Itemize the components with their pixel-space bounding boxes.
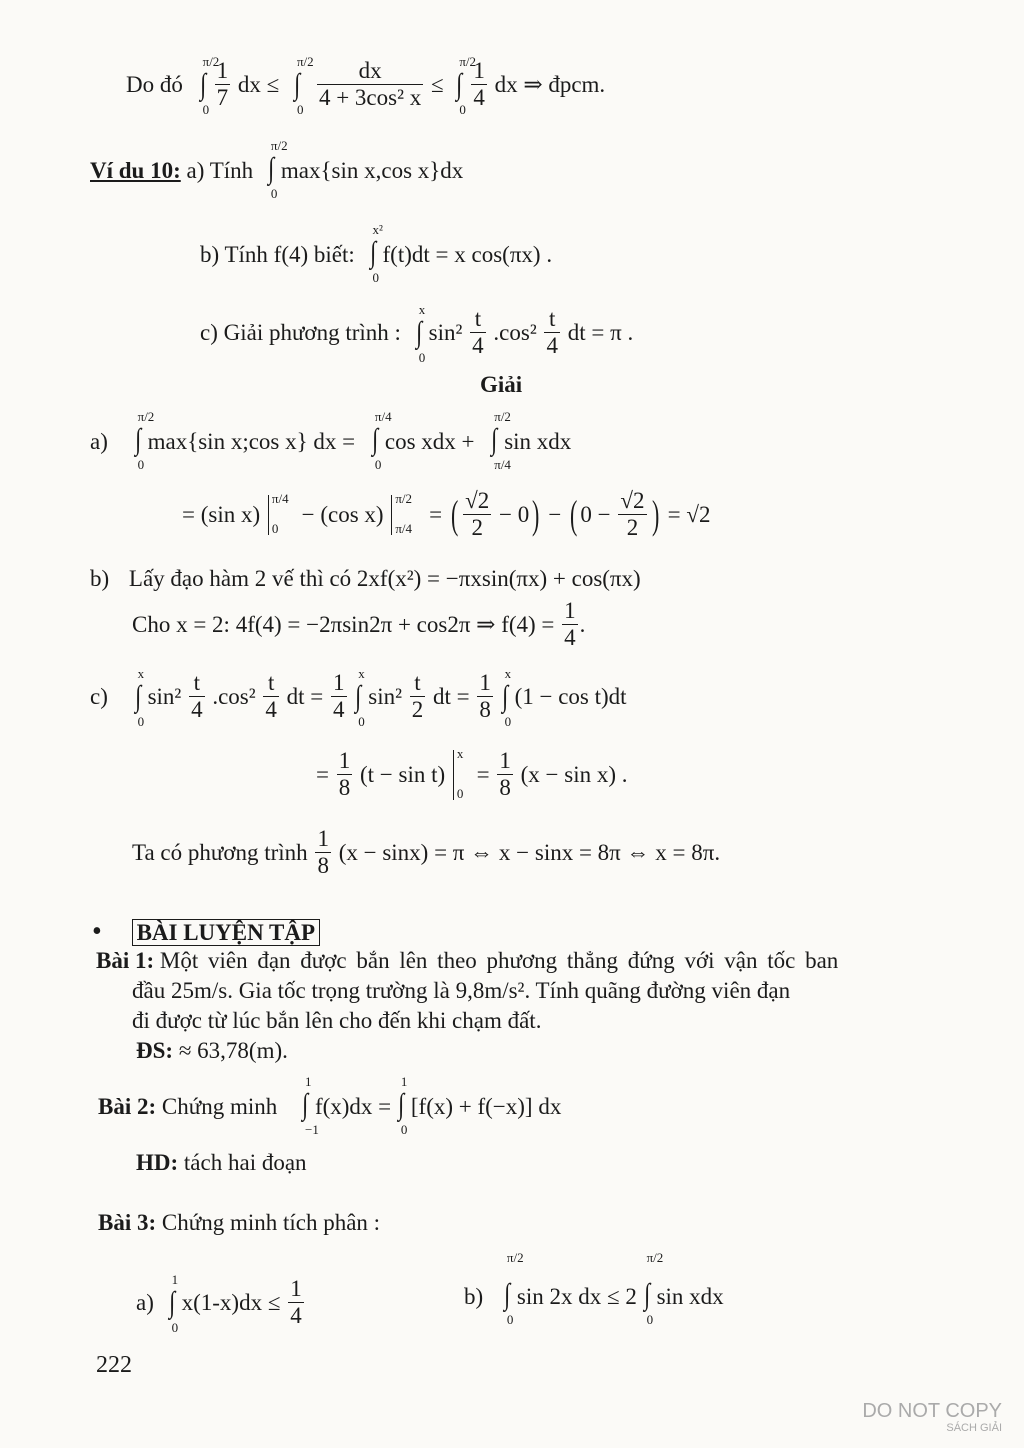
fraction: $\frac{dx}{\text{4 + 3cos² x}}$ bbox=[318, 58, 422, 111]
answer-label: ĐS: bbox=[136, 1038, 174, 1063]
exercise-label: Bài 2: bbox=[98, 1094, 157, 1119]
integral-sign: π/2 ∫ 0 bbox=[456, 53, 477, 117]
fraction: $\frac{1}{4}$ bbox=[333, 670, 345, 723]
expr-text: dt = bbox=[286, 683, 324, 709]
answer-text: ≈ 63,78(m). bbox=[178, 1038, 288, 1063]
example-10-c bbox=[200, 301, 634, 365]
expr-text: .cos² bbox=[212, 683, 256, 709]
evaluation-bar: π/2 π/4 bbox=[389, 495, 423, 535]
expr-text: dx ⇒ đpcm. bbox=[494, 71, 606, 97]
integral-sign: 1 ∫ 0 bbox=[168, 1271, 179, 1335]
hint-label: HD: bbox=[136, 1150, 179, 1175]
expr-text: sin xdx bbox=[656, 1284, 724, 1309]
exercise-label: Bài 3: bbox=[98, 1210, 157, 1235]
part-b-expr: f(t)dt = x cos(πx) . bbox=[382, 242, 553, 267]
fraction: $\frac{t}{2}$ bbox=[411, 670, 424, 723]
integral-sign: x ∫ 0 bbox=[134, 665, 145, 729]
solution-c-line2 bbox=[316, 745, 628, 802]
solution-c-line1 bbox=[90, 665, 627, 729]
expr-text: = bbox=[476, 761, 490, 787]
expr-text: Cho x = 2: 4f(4) = −2πsin2π + cos2π ⇒ f(4) = bbox=[132, 611, 555, 637]
bullet-icon: • bbox=[92, 916, 102, 947]
expr-text: dt = bbox=[433, 683, 470, 709]
exercise-label: Bài 1: bbox=[96, 948, 155, 973]
evaluation-bar: x 0 bbox=[451, 750, 471, 800]
example-10-b bbox=[200, 222, 553, 285]
fraction: $\frac{1}{8}$ bbox=[479, 670, 491, 723]
fraction: $\frac{1}{4}$ bbox=[564, 598, 576, 651]
integral-sign: π/2 ∫ π/4 bbox=[491, 409, 511, 472]
integral-sign: 1 ∫ 0 bbox=[397, 1074, 408, 1137]
exercise-text: Một viên đạn được bắn lên theo phương thẳng đứng với vận tốc ban bbox=[159, 948, 839, 973]
fraction: $\frac{t}{4}$ bbox=[472, 306, 484, 359]
fraction: $\frac{t}{4}$ bbox=[191, 670, 203, 723]
fraction: $\frac{t}{4}$ bbox=[546, 306, 558, 359]
integral-sign: π/4 ∫ 0 bbox=[371, 409, 392, 472]
expr-text: cos xdx + bbox=[384, 429, 475, 454]
expr-text: = √2 bbox=[667, 501, 711, 527]
fraction: $\frac{1}{8}$ bbox=[499, 748, 511, 801]
expr-text: (1 − cos t)dt bbox=[514, 683, 627, 709]
expr-text: sin² bbox=[147, 683, 182, 709]
section-title: BÀI LUYỆN TẬP bbox=[132, 919, 321, 946]
integral-sign: π/2 ∫ 0 bbox=[503, 1250, 524, 1327]
solution-a-line1 bbox=[90, 409, 572, 472]
expr-text: sin 2x dx ≤ 2 bbox=[516, 1284, 637, 1309]
expr-text: Ta có phương trình bbox=[132, 839, 308, 865]
expr-text: f(x)dx = bbox=[314, 1094, 392, 1119]
part-c-lead: c) Giải phương trình : bbox=[200, 319, 401, 345]
expr-text: − (cos x) bbox=[301, 501, 384, 527]
part-b-lead: b) Tính f(4) biết: bbox=[200, 242, 355, 267]
integral-sign: π/2 ∫ 0 bbox=[199, 53, 220, 117]
fraction: $\frac{√2}{2}$ bbox=[465, 488, 490, 541]
expr-text: = (sin x) bbox=[182, 501, 261, 527]
expr-text: dx ≤ bbox=[237, 71, 280, 97]
example-10-a bbox=[90, 138, 464, 201]
page-number: 222 bbox=[96, 1352, 132, 1378]
expr-text: − 0 bbox=[499, 501, 530, 527]
solution-a-line2: = (sin x) π/4 0 − (cos x) π/2 π/4 = ( $\frac{√2}{2}$ − 0) − ( 0 − $\frac{√2}{2}$ ) = √2 bbox=[182, 488, 711, 541]
fraction: $\frac{1}{8}$ bbox=[317, 826, 329, 879]
practice-header bbox=[92, 916, 320, 948]
part-label: a) bbox=[90, 429, 108, 454]
conclusion-line bbox=[126, 53, 606, 117]
hint bbox=[136, 1150, 307, 1176]
integral-sign: x ∫ 0 bbox=[501, 665, 512, 729]
fraction: $\frac{1}{7}$ bbox=[216, 58, 229, 111]
expr-text: [f(x) + f(−x)] dx bbox=[410, 1094, 562, 1119]
exercise-text: đi được từ lúc bắn lên cho đến khi chạm đất. bbox=[132, 1008, 542, 1033]
exercise-3 bbox=[98, 1210, 380, 1236]
exercise-2 bbox=[98, 1074, 562, 1137]
integral-sign: π/2 ∫ 0 bbox=[293, 53, 314, 117]
solution-b-line1 bbox=[90, 566, 641, 592]
evaluation-bar: π/4 0 bbox=[266, 495, 296, 535]
expr-text: (x − sinx) = π ⇔ x − sinx = 8π ⇔ x = 8π. bbox=[338, 839, 721, 865]
part-label: b) bbox=[90, 566, 110, 591]
watermark-text: DO NOT COPY bbox=[862, 1400, 1002, 1422]
expr-text: ≤ bbox=[430, 71, 444, 97]
expr-text: sin xdx bbox=[504, 429, 572, 454]
integral-sign: x ∫ 0 bbox=[355, 665, 365, 729]
expr-text: 0 − bbox=[580, 501, 611, 527]
exercise-text: Chứng minh tích phân : bbox=[161, 1210, 381, 1235]
fraction: $\frac{1}{4}$ bbox=[473, 58, 485, 111]
expr-text: . bbox=[579, 611, 586, 637]
solution-c-line3 bbox=[132, 826, 720, 880]
expr-text: x(1-x)dx ≤ bbox=[181, 1289, 281, 1315]
fraction: $\frac{1}{4}$ bbox=[290, 1276, 302, 1329]
lead-text: Do đó bbox=[126, 71, 183, 97]
expr-text: (t − sin t) bbox=[359, 761, 446, 787]
exercise-3b bbox=[464, 1250, 724, 1327]
example-label: Ví du 10: bbox=[90, 158, 181, 183]
part-label: c) bbox=[90, 683, 108, 709]
part-a-expr: max{sin x,cos x}dx bbox=[280, 158, 464, 183]
integral-sign: x² ∫ 0 bbox=[369, 222, 383, 285]
watermark-logo bbox=[862, 1401, 1002, 1434]
fraction: $\frac{√2}{2}$ bbox=[620, 488, 645, 541]
expr-text: dt = π . bbox=[567, 319, 634, 345]
exercise-1 bbox=[96, 946, 838, 1066]
fraction: $\frac{1}{8}$ bbox=[338, 748, 351, 801]
integral-sign: π/2 ∫ 0 bbox=[267, 138, 288, 201]
expr-text: max{sin x;cos x} dx = bbox=[147, 429, 356, 454]
part-label: a) bbox=[136, 1289, 154, 1315]
exercise-text: Chứng minh bbox=[161, 1094, 278, 1119]
hint-text: tách hai đoạn bbox=[183, 1150, 307, 1175]
fraction: $\frac{t}{4}$ bbox=[265, 670, 277, 723]
expr-text: = bbox=[429, 501, 443, 527]
watermark-subtext: SÁCH GIẢI bbox=[946, 1422, 1002, 1434]
expr-text: Lấy đạo hàm 2 vế thì có 2xf(x²) = −πxsin(πx) + cos(πx) bbox=[128, 566, 641, 591]
part-label: b) bbox=[464, 1284, 484, 1309]
expr-text: sin² bbox=[428, 319, 463, 345]
expr-text: = bbox=[316, 761, 329, 787]
expr-text: − bbox=[548, 501, 562, 527]
solution-b-line2 bbox=[132, 598, 585, 652]
integral-sign: π/2 ∫ 0 bbox=[134, 409, 155, 472]
expr-text: (x − sin x) . bbox=[520, 761, 628, 787]
expr-text: .cos² bbox=[493, 319, 537, 345]
part-a-lead: a) Tính bbox=[186, 158, 254, 183]
solution-title: Giải bbox=[480, 372, 523, 397]
exercise-text: đầu 25m/s. Gia tốc trọng trường là 9,8m/s². Tính quãng đường viên đạn bbox=[132, 978, 791, 1003]
integral-sign: π/2 ∫ 0 bbox=[643, 1250, 664, 1327]
integral-sign: x ∫ 0 bbox=[415, 301, 426, 365]
integral-sign: 1 ∫ −1 bbox=[302, 1074, 319, 1137]
expr-text: sin² bbox=[368, 683, 402, 709]
exercise-3a bbox=[136, 1271, 306, 1335]
